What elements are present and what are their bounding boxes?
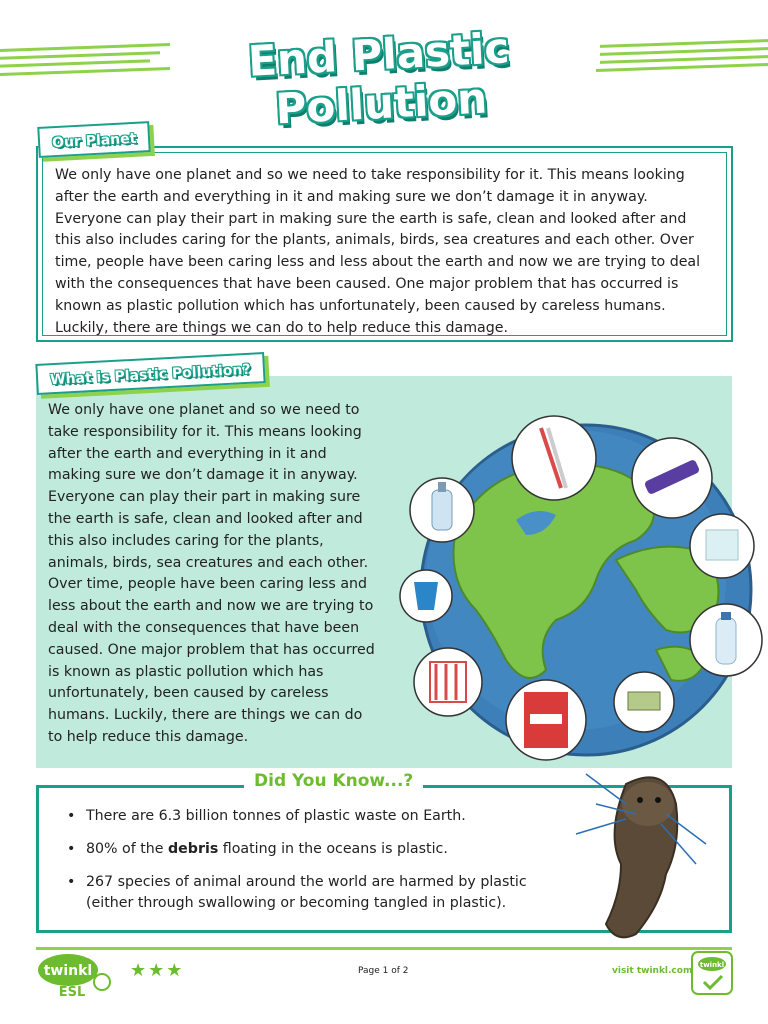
fact-2-pre: 80% of the bbox=[86, 841, 169, 857]
crisp-packet-icon bbox=[506, 680, 586, 760]
ring-holder-icon bbox=[614, 672, 674, 732]
twinkl-logo bbox=[38, 952, 116, 1002]
container-icon bbox=[690, 514, 754, 578]
visit-link[interactable]: visit twinkl.com bbox=[612, 966, 693, 976]
page-title-wrap bbox=[150, 23, 610, 134]
cup-icon bbox=[400, 570, 452, 622]
rating-stars: ★★★ bbox=[130, 960, 185, 981]
our-planet-tab-label: Our Planet bbox=[51, 130, 137, 152]
water-bottle-icon bbox=[690, 604, 762, 676]
carrier-bag-icon bbox=[414, 648, 482, 716]
quality-badge-icon bbox=[690, 950, 734, 996]
facts-list bbox=[67, 806, 547, 926]
fact-2-post: floating in the oceans is plastic. bbox=[218, 841, 448, 857]
fact-2-bold: debris bbox=[168, 841, 219, 857]
badge-text: twinkl bbox=[699, 961, 725, 969]
fact-1: • There are 6.3 billion tonnes of plastic waste on Earth. bbox=[67, 806, 547, 827]
footer-divider bbox=[36, 947, 732, 950]
seal-illustration bbox=[566, 764, 716, 944]
wrapper-icon bbox=[632, 438, 712, 518]
page-number: Page 1 of 2 bbox=[358, 966, 409, 976]
our-planet-inner bbox=[42, 152, 727, 336]
our-planet-box bbox=[36, 146, 733, 342]
did-you-know-heading: Did You Know...? bbox=[244, 771, 423, 791]
logo-text: twinkl bbox=[43, 963, 93, 979]
our-planet-text: We only have one planet and so we need to take responsibility for it. This means looking after the earth and everything in it and making sure we don’t damage it in anyway. Everyone can play their part in making sure the earth is safe, clean and looked after and this also includes caring for the plants, animals, birds, sea creatures and each other. Over time, people have been caring less and less about the earth and now we are trying to deal with the consequences that have been caused. One major problem that has occurred is known as plastic pollution which has unfortunately, been caused by careless humans. Luckily, there are things we can do to help reduce this damage. bbox=[55, 167, 701, 336]
fact-3: • 267 species of animal around the world are harmed by plastic (either through swallowing or becoming tangled in plastic). bbox=[67, 872, 547, 914]
plastic-pollution-text: We only have one planet and so we need to take responsibility for it. This means looking after the earth and everything in it and making sure we don’t damage it in anyway. Everyone can play their part in making sure the earth is safe, clean and looked after and this also includes caring for the plants, animals, birds, sea creatures and each other. Over time, people have been caring less and less about the earth and now we are trying to deal with the consequences that have been caused. One major problem that has occurred is known as plastic pollution which has unfortunately, been caused by careless humans. Luckily, there are things we can do to help reduce this damage. bbox=[48, 402, 375, 745]
our-planet-tab bbox=[37, 121, 151, 158]
page-title: End Plastic Pollution bbox=[247, 23, 511, 134]
straws-icon bbox=[512, 416, 596, 500]
globe-illustration bbox=[396, 410, 768, 770]
logo-sub: ESL bbox=[58, 985, 86, 1000]
fact-2 bbox=[67, 839, 547, 860]
bottle-icon bbox=[410, 478, 474, 542]
what-is-tab-label: What is Plastic Pollution? bbox=[49, 361, 251, 389]
